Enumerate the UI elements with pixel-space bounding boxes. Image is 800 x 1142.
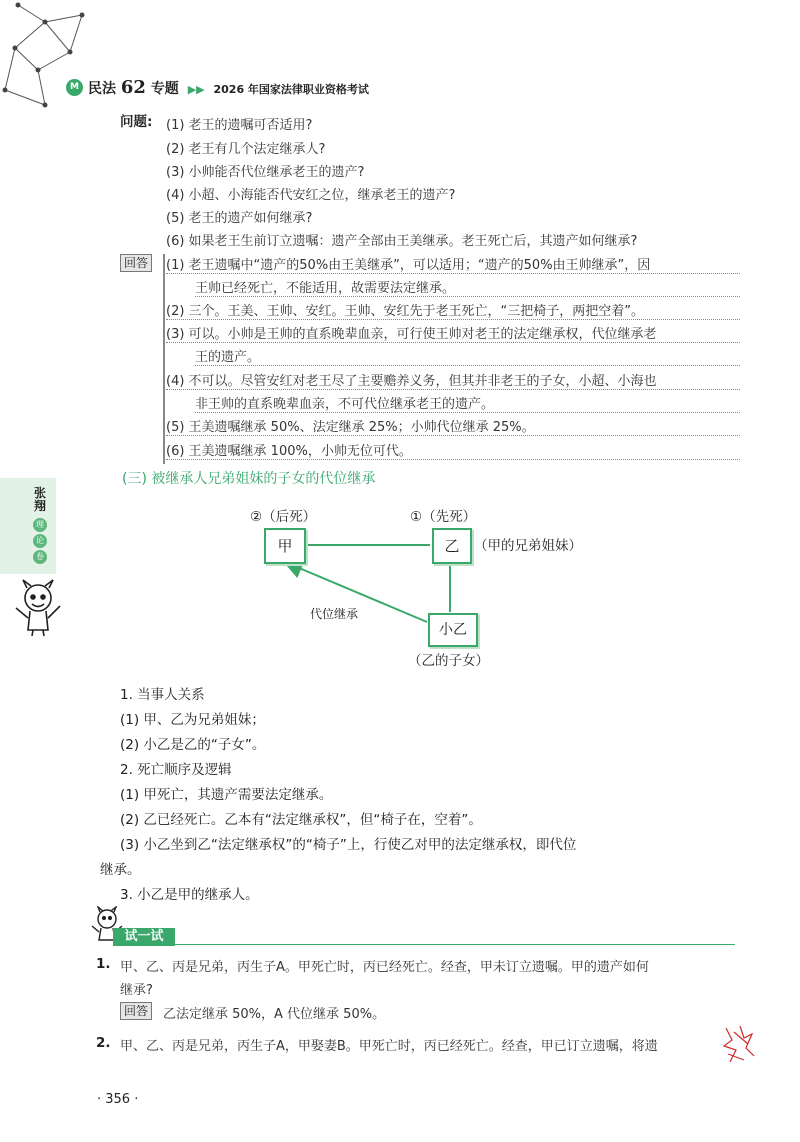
answer-line: (2) 三个。王美、王帅、安红。王帅、安红先于老王死亡，“三把椅子，两把空着”。 [166,300,740,320]
body-line: 3. 小乙是甲的继承人。 [120,887,259,903]
question-item: (4) 小超、小海能否代安红之位，继承老王的遗产? [166,188,456,203]
side-tab-sub: 理 [33,518,47,532]
yi-death-order: ①（先死） [410,509,477,525]
answer-line: 王帅已经死亡，不能适用，故需要法定继承。 [195,277,740,297]
box-xiaoyi: 小乙 [428,613,478,647]
book-logo-icon: M [66,79,83,96]
answer-line: 非王帅的直系晚辈血亲，不可代位继承老王的遗产。 [195,393,740,413]
section-heading: (三) 被继承人兄弟姐妹的子女的代位继承 [122,471,376,487]
question-item: (2) 老王有几个法定继承人? [166,142,326,157]
answer-line: 王的遗产。 [195,346,740,366]
jia-death-order: ②（后死） [250,509,317,525]
answer-line: (3) 可以。小帅是王帅的直系晚辈血亲，可行使王帅对老王的法定继承权，代位继承老 [166,323,740,343]
exercise-text: 甲、乙、丙是兄弟，丙生子A。甲死亡时，丙已经死亡。经查，甲未订立遗嘱。甲的遗产如何 [120,960,649,975]
header-exam: 2026 年国家法律职业资格考试 [213,83,369,96]
page-number: · 356 · [97,1092,139,1107]
answer-line: (4) 不可以。尽管安红对老王尽了主要赡养义务，但其并非老王的子女，小超、小海也 [166,370,740,390]
header-suffix: 专题 [150,81,179,97]
question-item: (5) 老王的遗产如何继承? [166,211,313,226]
question-item: (1) 老王的遗嘱可否适用? [166,118,313,133]
question-item: (3) 小帅能否代位继承老王的遗产? [166,165,365,180]
try-it-label: 试一试 [113,928,175,946]
body-line: (1) 甲死亡，其遗产需要法定继承。 [120,787,333,803]
answer-label: 回答 [120,254,152,272]
answer-line: (6) 王美遗嘱继承 100%，小帅无位可代。 [166,440,740,460]
header-title: 民法 [88,81,116,97]
box-yi: 乙 [432,528,472,564]
body-line: (2) 小乙是乙的“子女”。 [120,737,266,753]
box-jia: 甲 [264,528,306,564]
body-line: 2. 死亡顺序及逻辑 [120,762,232,778]
side-tab-char: 翔 [33,499,46,513]
side-tab-sub: 卷 [33,550,47,564]
try-it-rule [175,944,735,945]
body-line: (1) 甲、乙为兄弟姐妹； [120,712,265,728]
answer-line: (5) 王美遗嘱继承 50%、法定继承 25%；小帅代位继承 25%。 [166,416,740,436]
body-line: (2) 乙已经死亡。乙本有“法定继承权”，但“椅子在，空着”。 [120,812,482,828]
side-tab-sub: 论 [33,534,47,548]
exercise-number: 2. [96,1035,111,1051]
exercise-number: 1. [96,956,111,972]
side-tab-char: 张 [33,486,46,500]
red-stamp-mark [718,1022,758,1066]
header-arrows: ▶▶ [187,83,205,96]
header-number: 62 [120,77,146,98]
body-line: (3) 小乙坐到乙“法定继承权”的“椅子”上，行使乙对甲的法定继承权，即代位 [120,837,577,853]
question-item: (6) 如果老王生前订立遗嘱：遗产全部由王美继承。老王死亡后，其遗产如何继承? [166,234,638,249]
exercise-answer: 乙法定继承 50%，A 代位继承 50%。 [163,1007,386,1022]
questions-label: 问题: [120,114,153,130]
exercise-text: 甲、乙、丙是兄弟，丙生子A，甲娶妻B。甲死亡时，丙已经死亡。经查，甲已订立遗嘱，将遗 [120,1039,658,1054]
arrow-label: 代位继承 [310,607,359,621]
body-line: 1. 当事人关系 [120,687,205,703]
yi-note: （甲的兄弟姐妹） [474,538,582,554]
exercise-answer-label: 回答 [120,1002,152,1020]
xiaoyi-note: （乙的子女） [408,653,489,669]
body-line: 继承。 [100,862,141,878]
answer-line: (1) 老王遗嘱中“遗产的50%由王美继承”，可以适用；“遗产的50%由王帅继承”，因 [166,254,740,274]
exercise-text: 继承? [120,983,153,998]
